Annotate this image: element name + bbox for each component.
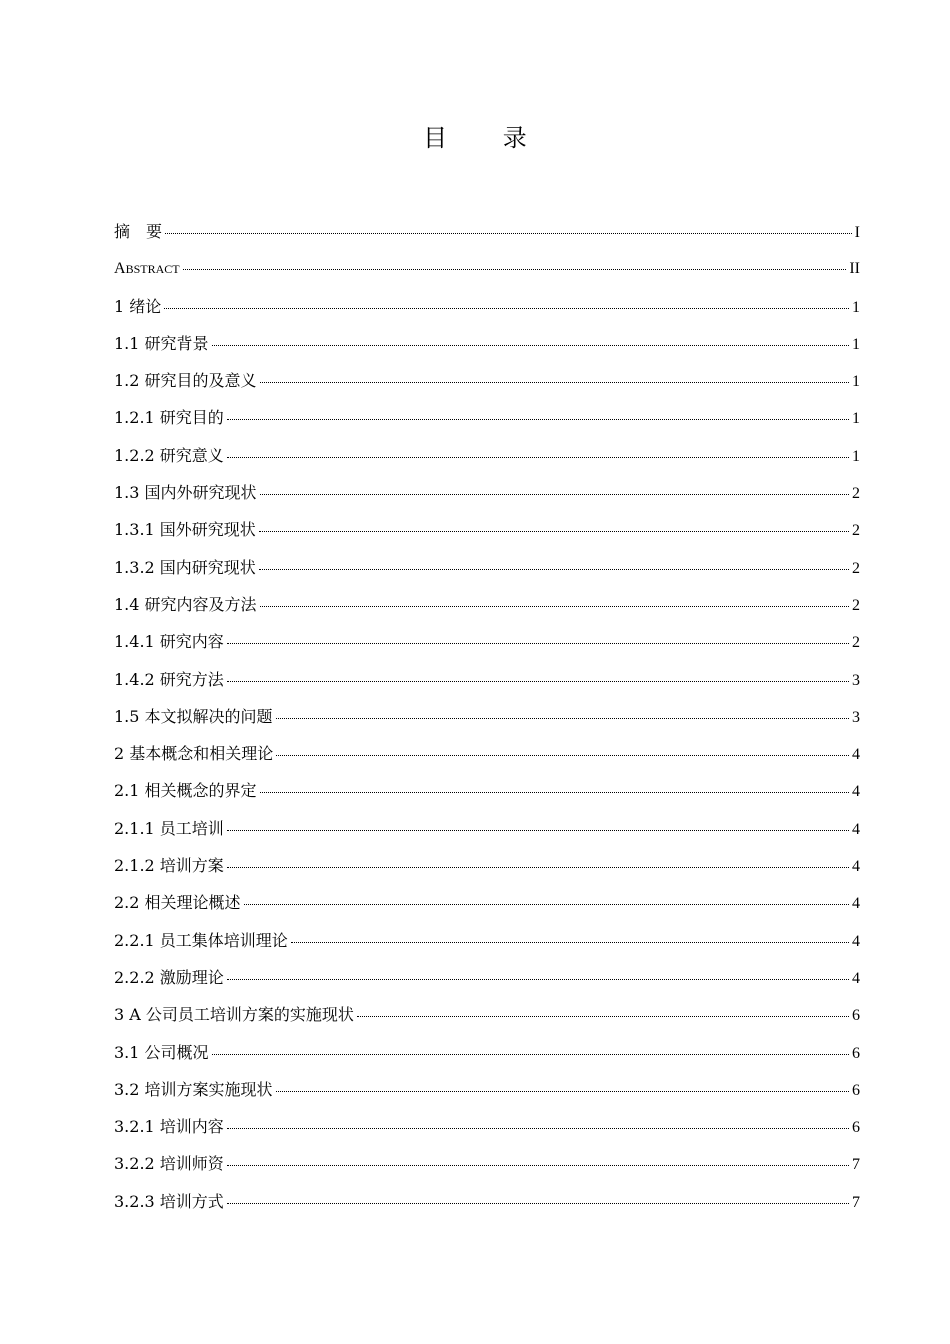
toc-entry-label: 3 A 公司员工培训方案的实施现状 (114, 1005, 354, 1025)
toc-page-number: 4 (852, 969, 860, 987)
toc-leader-dots (357, 1015, 849, 1017)
toc-entry[interactable] (114, 816, 860, 853)
toc-entry-label: 3.2.1 培训内容 (114, 1117, 224, 1137)
toc-entry[interactable] (114, 1040, 860, 1077)
toc-leader-dots (260, 493, 849, 495)
toc-entry-label: 1.4 研究内容及方法 (114, 594, 257, 614)
toc-leader-dots (259, 530, 849, 532)
toc-leader-dots (227, 829, 849, 831)
toc-entry-label: 2.2.1 员工集体培训理论 (114, 930, 288, 950)
toc-leader-dots (165, 232, 852, 234)
toc-page-number: 3 (852, 671, 860, 689)
toc-entry[interactable] (114, 256, 860, 293)
toc-page-number: 1 (852, 335, 860, 353)
toc-entry[interactable] (114, 778, 860, 815)
toc-leader-dots (164, 307, 849, 309)
toc-entry-label: 3.2 培训方案实施现状 (114, 1079, 273, 1099)
toc-leader-dots (227, 418, 849, 420)
toc-leader-dots (259, 568, 849, 570)
toc-leader-dots (183, 268, 847, 270)
toc-entry[interactable] (114, 853, 860, 890)
toc-entry[interactable] (114, 1189, 860, 1226)
toc-entry-label: 1.4.1 研究内容 (114, 632, 224, 652)
toc-entry[interactable] (114, 1002, 860, 1039)
toc-entry-label: 2.2.2 激励理论 (114, 967, 224, 987)
toc-entry[interactable] (114, 890, 860, 927)
toc-page-number: 4 (852, 895, 860, 913)
toc-entry-label: 2 基本概念和相关理论 (114, 744, 274, 764)
toc-entry[interactable] (114, 965, 860, 1002)
toc-leader-dots (291, 941, 849, 943)
toc-entry[interactable] (114, 294, 860, 331)
toc-entry[interactable] (114, 331, 860, 368)
toc-entry-label: 3.2.2 培训师资 (114, 1154, 224, 1174)
toc-leader-dots (227, 456, 849, 458)
toc-page-number: 2 (852, 559, 860, 577)
toc-page-number: 2 (852, 596, 860, 614)
toc-leader-dots (260, 605, 849, 607)
toc-leader-dots (260, 791, 849, 793)
toc-page-number: 6 (852, 1007, 860, 1025)
toc-entry-label: 2.2 相关理论概述 (114, 893, 241, 913)
toc-entry[interactable] (114, 928, 860, 965)
toc-page-number: II (849, 260, 860, 278)
toc-page-number: 4 (852, 746, 860, 764)
toc-entry[interactable] (114, 219, 860, 256)
toc-entry[interactable] (114, 741, 860, 778)
toc-leader-dots (276, 717, 849, 719)
toc-leader-dots (227, 1127, 849, 1129)
toc-entry[interactable] (114, 629, 860, 666)
toc-entry[interactable] (114, 1151, 860, 1188)
toc-entry-label: 2.1.2 培训方案 (114, 856, 224, 876)
toc-entry-label: 1.2.1 研究目的 (114, 408, 224, 428)
toc-page-number: 6 (852, 1081, 860, 1099)
toc-leader-dots (227, 1164, 849, 1166)
toc-leader-dots (276, 754, 849, 756)
toc-page-number: 3 (852, 708, 860, 726)
toc-leader-dots (260, 381, 849, 383)
table-of-contents (114, 219, 860, 1226)
toc-page-number: 2 (852, 485, 860, 503)
toc-page-number: 1 (852, 373, 860, 391)
toc-leader-dots (227, 680, 849, 682)
toc-leader-dots (244, 903, 849, 905)
toc-entry-label: 1.1 研究背景 (114, 333, 209, 353)
toc-leader-dots (276, 1090, 849, 1092)
toc-leader-dots (212, 344, 849, 346)
toc-entry[interactable] (114, 1077, 860, 1114)
toc-page-number: 7 (852, 1193, 860, 1211)
toc-page-number: 1 (852, 298, 860, 316)
toc-entry-label: 1.3.2 国内研究现状 (114, 557, 256, 577)
toc-page-number: 4 (852, 820, 860, 838)
toc-leader-dots (227, 1202, 849, 1204)
toc-entry-label: 3.2.3 培训方式 (114, 1191, 224, 1211)
toc-title: 目 录 (423, 124, 551, 152)
toc-entry[interactable] (114, 368, 860, 405)
toc-entry[interactable] (114, 480, 860, 517)
toc-entry-label: 1.5 本文拟解决的问题 (114, 706, 273, 726)
toc-entry[interactable] (114, 667, 860, 704)
toc-page-number: 6 (852, 1119, 860, 1137)
toc-page-number: I (854, 224, 860, 241)
toc-entry-label: 摘 要 (114, 222, 163, 241)
toc-entry-label: 3.1 公司概况 (114, 1042, 209, 1062)
toc-entry-label: 1.3 国内外研究现状 (114, 483, 257, 503)
toc-entry-label: 2.1 相关概念的界定 (114, 781, 257, 801)
toc-entry-label: 2.1.1 员工培训 (114, 818, 224, 838)
toc-leader-dots (212, 1053, 849, 1055)
toc-entry[interactable] (114, 443, 860, 480)
toc-entry[interactable] (114, 517, 860, 554)
toc-entry-label: 1 绪论 (114, 296, 162, 316)
toc-entry-label: 1.3.1 国外研究现状 (114, 520, 256, 540)
toc-entry[interactable] (114, 592, 860, 629)
toc-page-number: 6 (852, 1044, 860, 1062)
toc-page-number: 4 (852, 783, 860, 801)
toc-page-number: 4 (852, 858, 860, 876)
toc-entry-label: 1.2 研究目的及意义 (114, 371, 257, 391)
toc-entry[interactable] (114, 704, 860, 741)
toc-entry-label: 1.4.2 研究方法 (114, 669, 224, 689)
toc-entry[interactable] (114, 555, 860, 592)
toc-entry-label: ABSTRACT (114, 260, 180, 278)
toc-entry[interactable] (114, 1114, 860, 1151)
toc-page-number: 1 (852, 410, 860, 428)
toc-leader-dots (227, 978, 849, 980)
toc-page-number: 7 (852, 1156, 860, 1174)
toc-leader-dots (227, 642, 849, 644)
toc-entry-label: 1.2.2 研究意义 (114, 445, 224, 465)
toc-page-number: 4 (852, 932, 860, 950)
toc-page-number: 2 (852, 634, 860, 652)
toc-page-number: 1 (852, 447, 860, 465)
toc-page-number: 2 (852, 522, 860, 540)
toc-leader-dots (227, 866, 849, 868)
toc-entry[interactable] (114, 405, 860, 442)
